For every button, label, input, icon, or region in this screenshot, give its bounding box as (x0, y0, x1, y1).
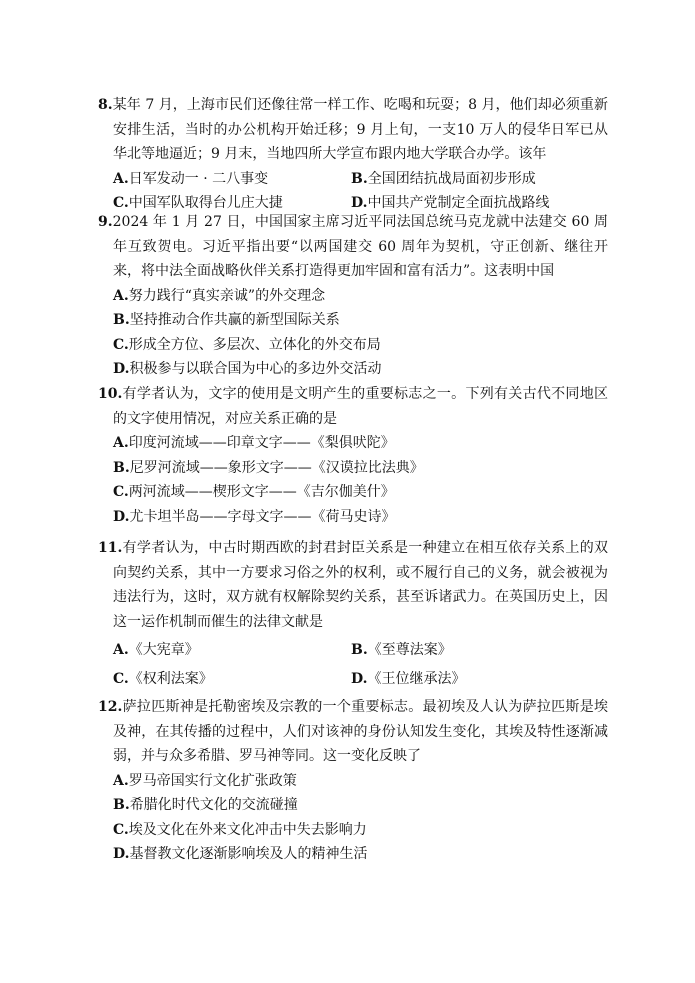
option-letter: B. (113, 797, 130, 813)
question-text: 萨拉匹斯神是托勒密埃及宗教的一个重要标志。最初埃及人认为萨拉匹斯是埃及神，在其传播的过程中，人们对该神的身份认知发生变化，其埃及特性逐渐减弱，并与众多希腊、罗马神等同。这一变化反映了 (113, 699, 608, 764)
option-letter: D. (113, 508, 130, 525)
question-text: 2024 年 1 月 27 日，中国国家主席习近平同法国总统马克龙就中法建交 60 周年互致贺电。习近平指出要“以两国建交 60 周年为契机，守正创新、继往开来，将中法全面战略伙伴关系打造得更加牢固和富有活力”。这表明中国 (112, 214, 608, 279)
option-b (351, 167, 536, 192)
option-d (351, 667, 466, 692)
options-row (98, 167, 608, 192)
option-c (113, 667, 351, 692)
option-text: 埃及文化在外来文化冲击中失去影响力 (128, 821, 367, 838)
option-letter: B. (351, 642, 368, 658)
option-text: 努力践行“真实亲诚”的外交理念 (128, 287, 326, 304)
question-8 (98, 93, 608, 216)
question-number: 11. (98, 540, 123, 556)
question-number: 9. (98, 214, 113, 230)
options-row (98, 793, 608, 818)
option-text: 全国团结抗战局面初步形成 (367, 170, 536, 187)
option-text: 《大宪章》 (128, 642, 199, 658)
option-text: 中国军队取得台儿庄大捷 (128, 195, 283, 211)
question-number: 8. (98, 97, 113, 113)
option-a (113, 638, 351, 663)
option-text: 日军发动一 · 二八事变 (128, 170, 269, 187)
option-text: 坚持推动合作共赢的新型国际关系 (129, 312, 340, 328)
question-9 (98, 210, 608, 382)
question-10 (98, 382, 608, 529)
option-letter: D. (113, 361, 130, 377)
option-text: 尤卡坦半岛——字母文字——《荷马史诗》 (129, 508, 396, 525)
options-row (98, 818, 608, 843)
options-row (98, 638, 608, 663)
options-row (98, 842, 608, 867)
option-text: 《至尊法案》 (367, 642, 452, 658)
option-text: 尼罗河流域——象形文字——《汉谟拉比法典》 (129, 459, 424, 476)
option-text: 中国共产党制定全面抗战路线 (367, 195, 550, 211)
options-row (98, 431, 608, 456)
option-text: 印度河流域——印章文字——《梨俱吠陀》 (128, 435, 395, 451)
question-number: 12. (98, 699, 123, 715)
options-row (98, 333, 608, 358)
option-letter: A. (113, 170, 129, 187)
question-12-stem (98, 695, 608, 769)
options-row (98, 480, 608, 505)
question-8-stem (98, 93, 608, 167)
question-10-stem (98, 382, 608, 431)
option-text: 《王位继承法》 (367, 670, 466, 687)
option-letter: B. (113, 312, 130, 328)
option-letter: D. (351, 670, 368, 687)
option-a (113, 284, 325, 309)
question-11 (98, 536, 608, 691)
options-row (98, 308, 608, 333)
option-c (113, 480, 395, 505)
option-letter: C. (113, 670, 129, 687)
options-row (98, 284, 608, 309)
option-text: 两河流域——楔形文字——《吉尔伽美什》 (128, 484, 395, 500)
option-text: 积极参与以联合国为中心的多边外交活动 (129, 361, 382, 377)
option-text: 罗马帝国实行文化扩张政策 (128, 772, 297, 789)
option-b (113, 308, 340, 333)
question-12 (98, 695, 608, 867)
options-row (98, 769, 608, 794)
option-letter: C. (113, 821, 129, 838)
option-a (113, 431, 395, 456)
option-a (113, 769, 297, 794)
option-b (113, 793, 298, 818)
option-text: 希腊化时代文化的交流碰撞 (129, 797, 298, 813)
option-text: 形成全方位、多层次、立体化的外交布局 (128, 336, 381, 353)
options-row (98, 667, 608, 692)
option-d (113, 505, 396, 530)
option-letter: C. (113, 195, 129, 211)
question-9-stem (98, 210, 608, 284)
option-c (113, 818, 367, 843)
option-letter: A. (113, 772, 129, 789)
options-row (98, 505, 608, 530)
option-d (113, 842, 368, 867)
option-letter: C. (113, 484, 129, 500)
option-letter: B. (351, 170, 368, 187)
option-letter: D. (113, 846, 130, 862)
question-11-stem (98, 536, 608, 634)
option-text: 《权利法案》 (128, 670, 213, 687)
options-row (98, 456, 608, 481)
option-letter: A. (113, 435, 129, 451)
option-letter: D. (351, 195, 368, 211)
option-letter: B. (113, 459, 130, 476)
option-letter: C. (113, 336, 129, 353)
option-c (113, 333, 381, 358)
option-a (113, 167, 351, 192)
question-text: 有学者认为，中古时期西欧的封君封臣关系是一种建立在相互依存关系上的双向契约关系，其中一方要求习俗之外的权利，或不履行自己的义务，就会被视为违法行为，这时，双方就有权解除契约关系，甚至诉诸武力。在英国历史上，因这一运作机制而催生的法律文献是 (113, 540, 608, 630)
question-text: 有学者认为，文字的使用是文明产生的重要标志之一。下列有关古代不同地区的文字使用情况，对应关系正确的是 (113, 386, 608, 427)
question-number: 10. (98, 386, 123, 402)
option-text: 基督教文化逐渐影响埃及人的精神生活 (129, 846, 368, 862)
option-letter: A. (113, 642, 129, 658)
option-b (351, 638, 452, 663)
option-letter: A. (113, 287, 129, 304)
question-text: 某年 7 月，上海市民们还像往常一样工作、吃喝和玩耍；8 月，他们却必须重新安排生活，当时的办公机构开始迁移；9 月上旬，一支10 万人的侵华日军已从华北等地逼近；9 月末，当地四所大学宣布跟内地大学联合办学。该年 (112, 97, 608, 162)
option-b (113, 456, 424, 481)
option-d (113, 357, 382, 382)
options-row (98, 357, 608, 382)
